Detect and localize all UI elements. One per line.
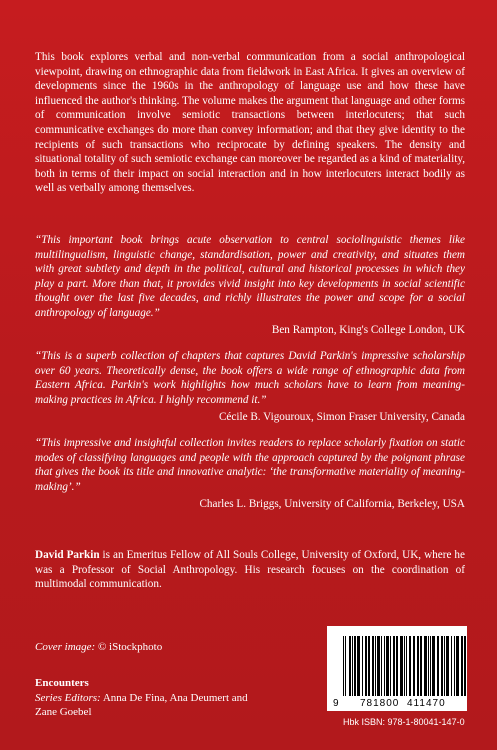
barcode-bar [465,636,466,696]
series-info [35,676,265,720]
barcode-bar [457,636,458,696]
barcode-bar [378,636,379,696]
barcode-bar [426,636,427,696]
barcode-bar [369,636,370,696]
barcode-bar [413,636,414,696]
endorsement [35,349,465,424]
barcode-bar [388,636,389,696]
barcode-bar [400,636,401,696]
barcode-bar [444,636,445,696]
barcode-bar [414,636,415,696]
series-editors: Anna De Fina, Ana Deumert and Zane Goebel [35,691,248,719]
barcode-bar [461,636,462,696]
barcode-bar [451,636,452,696]
barcode-bar [420,636,421,696]
author-bio-text: is an Emeritus Fellow of All Souls College, University of Oxford, UK, where he was a Professor of Social Anthropology. His research focuses on the coordination of multimodal communication. [35,549,465,591]
endorsement-attribution: Cécile B. Vigouroux, Simon Fraser University, Canada [218,410,465,423]
barcode-bar [462,636,463,696]
barcode-bar [357,636,358,696]
barcode-bar [375,636,376,696]
barcode-bar [393,636,394,696]
barcode-bar [425,636,426,696]
endorsement [35,233,465,337]
barcode-bar [401,636,402,696]
endorsement-text: “This is a superb collection of chapters that captures David Parkin's impressive scholarship over 60 years. Theoretically dense, the book offers a wide range of ethnographic data from Eastern Africa. Parkin's work highlights how much scholars have to learn from meaning-making practices in Africa. I highly recommend it.” [35,350,465,406]
barcode-bar [404,636,405,696]
barcode-bar [355,636,356,696]
series-editors-label: Series Editors: [35,691,101,704]
barcode-bar [409,636,410,696]
barcode-bar [464,636,465,696]
barcode-lead-digit: 9 [333,698,339,709]
barcode-bar [448,636,449,696]
barcode-bar [428,636,429,696]
barcode-bar [354,636,355,696]
barcode-bar [358,636,359,696]
barcode-bar [397,636,398,696]
barcode-left-digits: 781800 [360,698,400,709]
barcode-bar [446,636,447,696]
barcode-bar [366,636,367,696]
barcode-bar [441,636,442,696]
barcode-bar [384,636,385,696]
barcode-bar [434,636,435,696]
barcode-bar [372,636,373,696]
barcode-bar [365,636,366,696]
endorsement-attribution: Charles L. Briggs, University of California, Berkeley, USA [199,497,465,510]
author-name: David Parkin [35,549,100,561]
isbn: Hbk ISBN: 978-1-80041-147-0 [343,717,465,727]
barcode-bar [410,636,411,696]
barcode-bar [368,636,369,696]
barcode-bar [418,636,419,696]
endorsement-attribution: Ben Rampton, King's College London, UK [271,323,465,336]
barcode-bar [359,636,360,696]
barcode-bar [377,636,378,696]
barcode-right-digits: 411470 [407,698,446,709]
cover-credit-value: © iStockphoto [95,641,163,653]
series-name: Encounters [35,677,89,689]
barcode-bar [362,636,363,696]
barcode-bar [437,636,438,696]
barcode-bar [442,636,443,696]
barcode-bar [402,636,403,696]
cover-image-credit [35,640,162,654]
barcode-bar [387,636,388,696]
cover-credit-label: Cover image: [35,641,96,653]
barcode-bar [456,636,457,696]
barcode-bar [421,636,422,696]
barcode-bar [430,636,431,696]
barcode-bar [433,636,434,696]
barcode-bar [396,636,397,696]
barcode-bar [424,636,425,696]
barcode-bar [447,636,448,696]
book-description: This book explores verbal and non-verbal communication from a social anthropological viewpoint, drawing on ethnographic data from fieldwork in East Africa. It gives an overview of developments since the 1960s in the anthropology of language use and how these have influenced the author's thinking. The volume makes the argument that language and other forms of communication involve semiotic transactions between interlocuters; that such communicative exchanges do more than convey information; and that they give identity to the recipients of such transactions who reciprocate by defining speakers. The density and situational totality of such semiotic exchange can moreover be regarded as a kind of materiality, both in terms of their impact on social interaction and in how interlocuters interact bodily as well as verbally among themselves. [35,51,465,195]
barcode-bar [406,636,407,696]
barcode-bar [458,636,459,696]
barcode-bar [381,636,382,696]
barcode-bar [454,636,455,696]
barcode-bar [394,636,395,696]
barcode-bar [350,636,351,696]
barcode-bar [432,636,433,696]
barcode-bar [373,636,374,696]
endorsement-text: “This impressive and insightful collection invites readers to replace scholarly fixation on static modes of classifying languages and people with the approach captured by the poignant phrase that gives the book its title and innovative analytic: ‘the transformative materiality of meaning-making’.” [35,437,465,493]
barcode-bar [386,636,387,696]
endorsements [35,233,465,523]
barcode-bar [345,636,346,696]
author-bio [35,548,465,592]
barcode-graphic [327,626,467,711]
barcode-bar [390,636,391,696]
endorsement-text: “This important book brings acute observation to central sociolinguistic themes like multilingualism, linguistic change, standardisation, power and creativity, and situates them with great subtlety and depth in the political, cultural and historical processes in which they play a part. More than that, it provides vivid insight into key developments in social scientific thought over the last five decades, and richly illustrates the power and scope for a social anthropology of language.” [35,234,465,319]
barcode-bar [417,636,418,696]
barcode-bar [438,636,439,696]
endorsement [35,436,465,511]
barcode-bar [379,636,380,696]
barcode-bar [352,636,353,696]
barcode-bar [343,636,344,696]
barcode [327,626,467,711]
barcode-bar [349,636,350,696]
